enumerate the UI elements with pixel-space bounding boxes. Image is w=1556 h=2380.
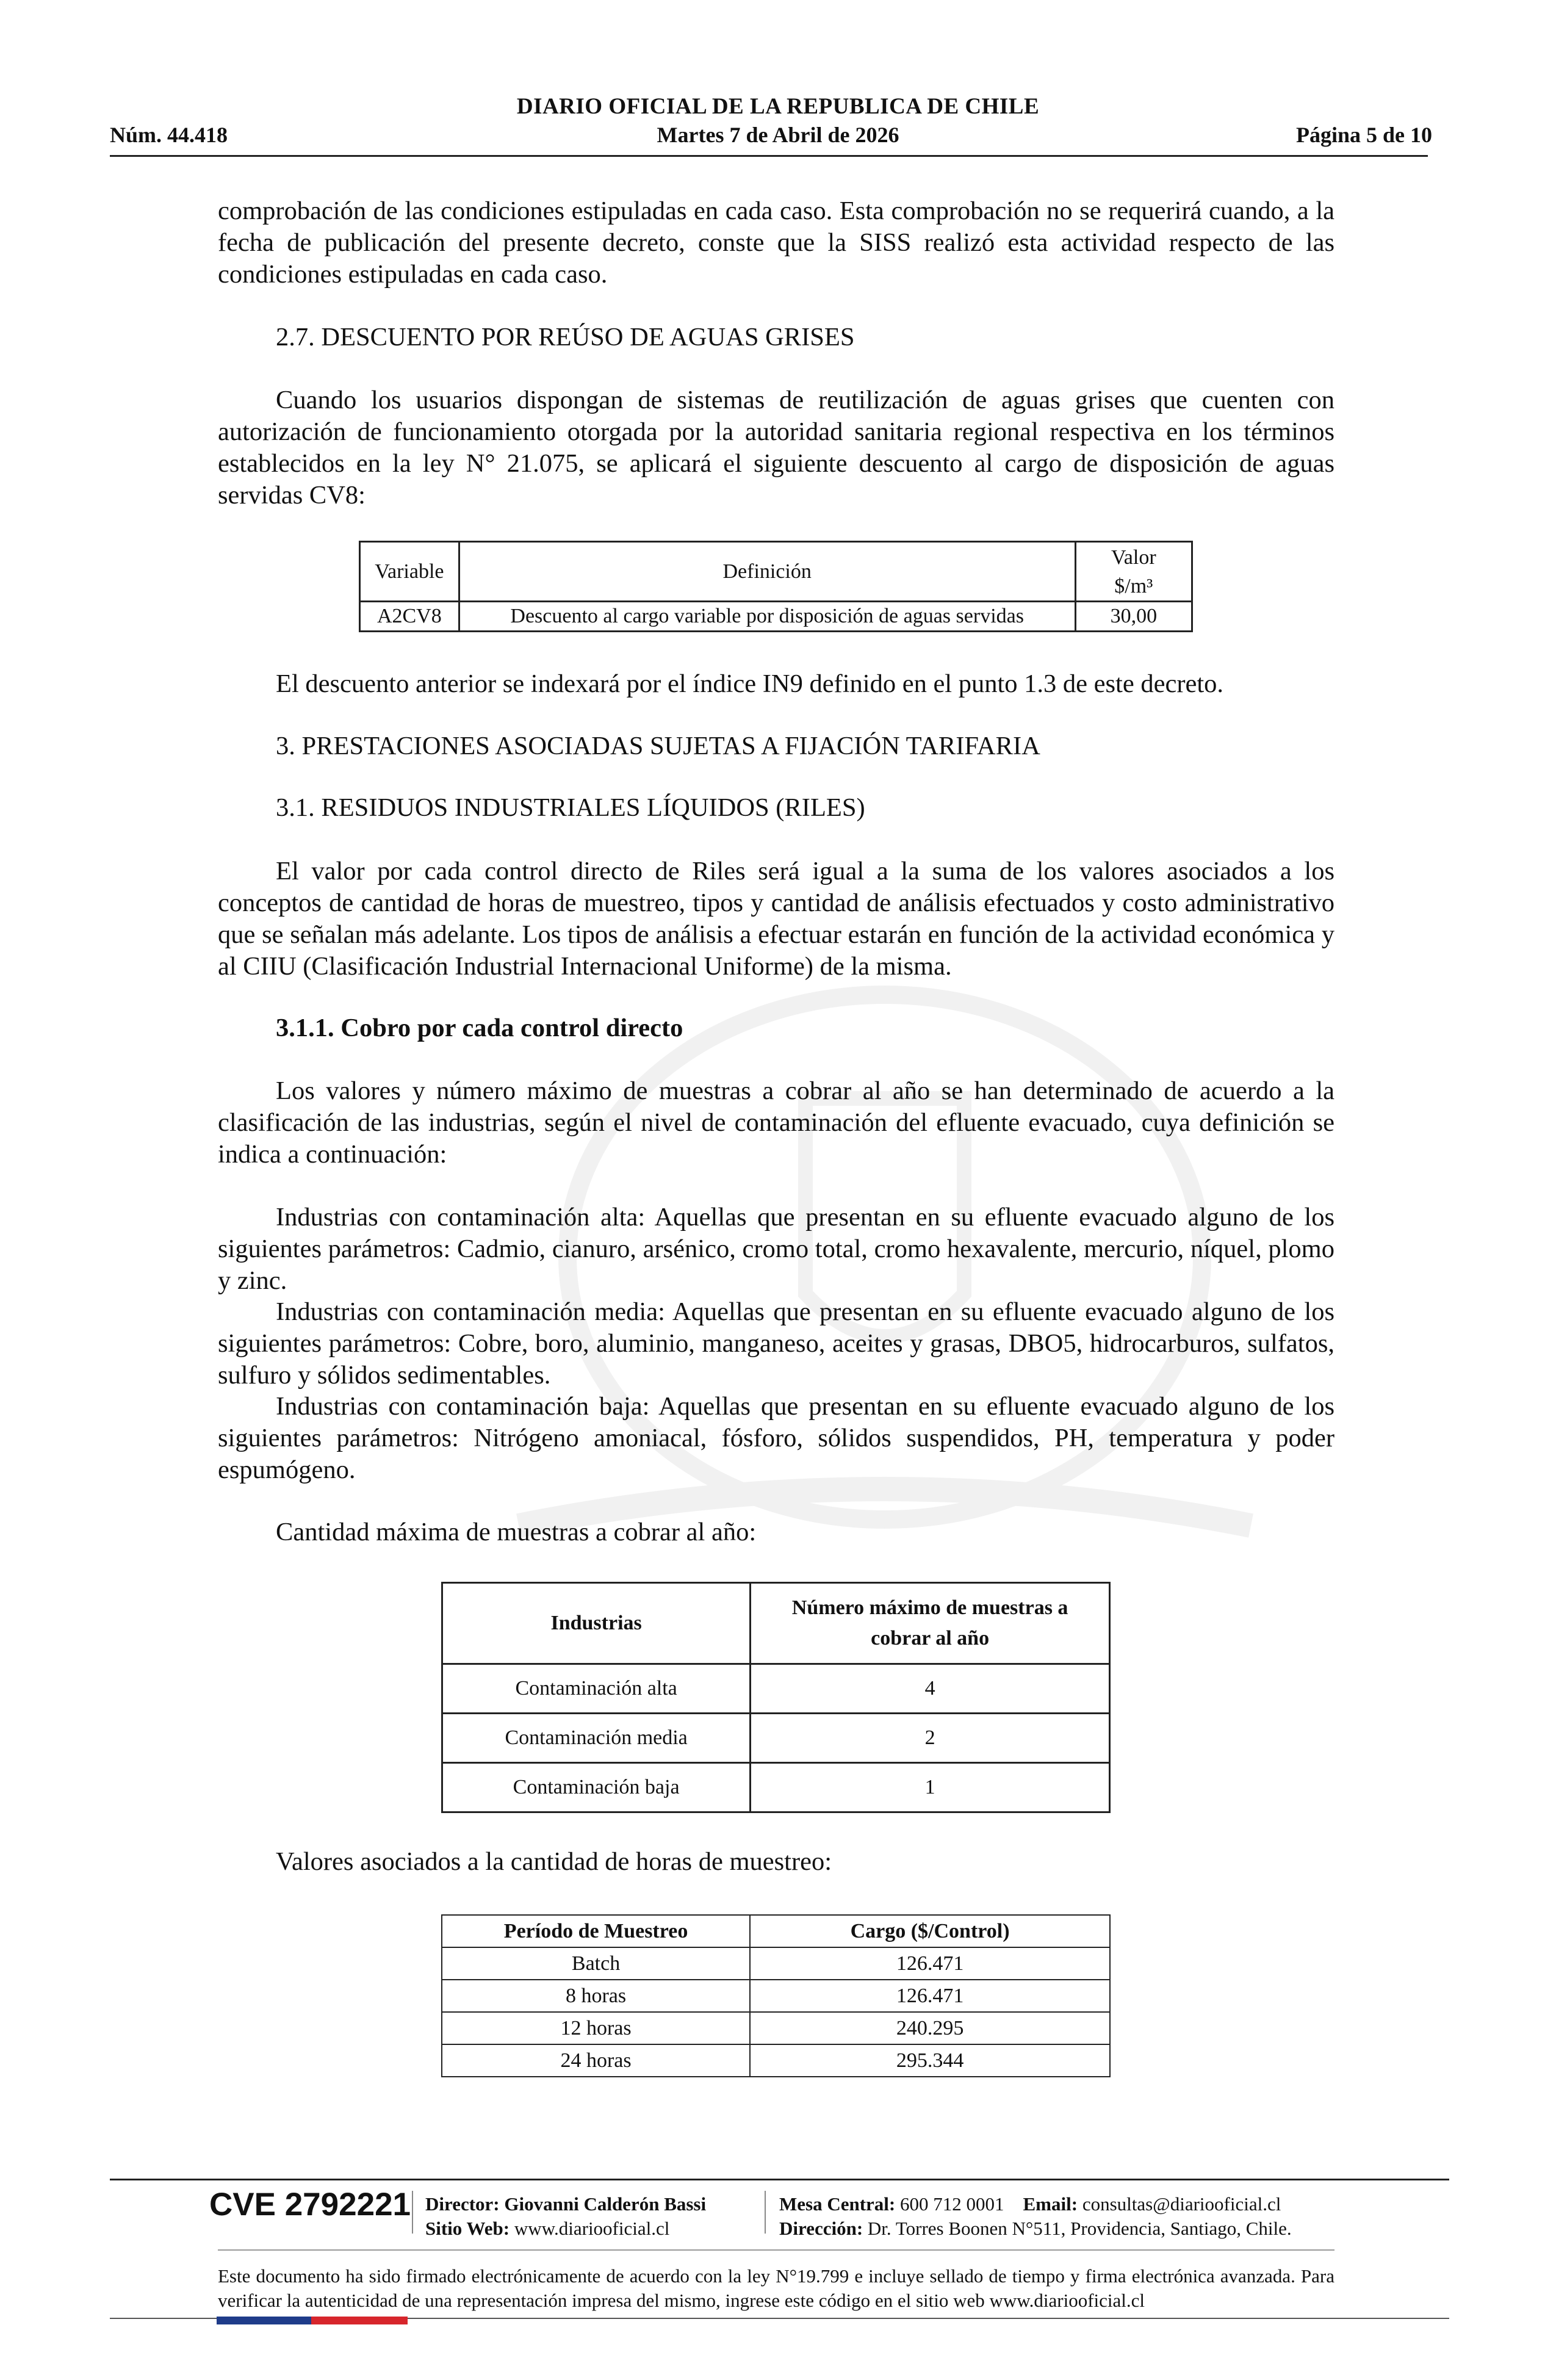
cell-period: 24 horas [442,2044,750,2077]
cell-industry: Contaminación alta [442,1664,751,1714]
discount-table [359,541,1193,632]
paragraph-riles: El valor por cada control directo de Riles será igual a la suma de los valores asociados a los conceptos de cantidad de horas de muestreo, tipos y cantidad de análisis efectuados y costo administrativo que se señalan más adelante. Los tipos de análisis a efectuar estarán en función de la actividad económica y al CIIU (Clasificación Industrial Internacional Uniforme) de la misma. [218,857,1334,981]
paragraph-medium-contamination: Industrias con contaminación media: Aquellas que presentan en su efluente evacuado alguno de los siguientes parámetros: Cobre, boro, aluminio, manganeso, aceites y grasas, DBO5, hidrocarburos, sulfatos, sulfuro y sólidos sedimentables. [218,1297,1334,1390]
header-divider [110,155,1428,157]
publication-title: DIARIO OFICIAL DE LA REPUBLICA DE CHILE [516,94,1040,119]
cell-max: 1 [751,1763,1110,1812]
max-samples-table [441,1582,1111,1813]
section-heading-3-1: 3.1. RESIDUOS INDUSTRIALES LÍQUIDOS (RILES) [276,793,865,822]
paragraph-indexation: El descuento anterior se indexará por el índice IN9 definido en el punto 1.3 de este decreto. [276,669,1224,698]
paragraph-high-contamination: Industrias con contaminación alta: Aquellas que presentan en su efluente evacuado alguno de los siguientes parámetros: Cadmio, cianuro, arsénico, cromo total, cromo hexavalente, mercurio, níquel, plomo y zinc. [218,1203,1334,1295]
footer-contact-block: Mesa Central: 600 712 0001 Email: consultas@diariooficial.cl Dirección: Dr. Torres Boonen N°511, Providencia, Santiago, Chile. [779,2193,1292,2239]
paragraph-samples-intro: Los valores y número máximo de muestras a cobrar al año se han determinado de acuerdo a la clasificación de las industrias, según el nivel de contaminación del efluente evacuado, cuya definición se indica a continuación: [218,1076,1334,1169]
cell-period: 8 horas [442,1980,750,2012]
table-row [360,602,1192,632]
col-header-industries: Industrias [442,1583,751,1664]
brand-bar-blue [217,2317,311,2324]
table-row [442,1763,1110,1812]
table-row [442,1947,1110,1980]
cell-charge: 295.344 [750,2044,1110,2077]
cell-charge: 126.471 [750,1980,1110,2012]
footer-separator [765,2191,766,2234]
address: Dr. Torres Boonen N°511, Providencia, Santiago, Chile. [867,2218,1292,2239]
email-link[interactable]: consultas@diariooficial.cl [1082,2193,1281,2215]
col-header-value: Valor $/m³ [1075,542,1192,602]
page-number: Página 5 de 10 [1295,123,1432,147]
cell-max: 2 [751,1714,1110,1763]
section-heading-2-7: 2.7. DESCUENTO POR REÚSO DE AGUAS GRISES [276,323,855,352]
footer-divider [110,2179,1449,2180]
issue-number: Núm. 44.418 [110,123,228,147]
cell-industry: Contaminación baja [442,1763,751,1812]
paragraph-max-samples: Cantidad máxima de muestras a cobrar al año: [276,1518,757,1546]
footer-inner-divider [218,2249,1334,2251]
table-row [442,2044,1110,2077]
table-row [442,1664,1110,1714]
publication-date: Martes 7 de Abril de 2026 [657,123,899,147]
sampling-hours-table [441,1914,1111,2077]
cve-code: CVE 2792221 [209,2187,411,2223]
table-row [442,1980,1110,2012]
site-link[interactable]: www.diariooficial.cl [514,2218,670,2239]
legal-notice: Este documento ha sido firmado electrónicamente de acuerdo con la ley N°19.799 e incluye sellado de tiempo y firma electrónica avanzada. Para verificar la autenticidad de una representación impresa del mismo, ingrese este código en el sitio web www.diariooficial.cl [218,2265,1334,2311]
paragraph-low-contamination: Industrias con contaminación baja: Aquellas que presentan en su efluente evacuado alguno de los siguientes parámetros: Nitrógeno amoniacal, fósforo, sólidos suspendidos, PH, temperatura y poder espumógeno. [218,1392,1334,1484]
col-header-variable: Variable [360,542,459,602]
cell-period: Batch [442,1947,750,1980]
table-row [442,2012,1110,2044]
director-name: Giovanni Calderón Bassi [504,2193,707,2215]
cell-charge: 126.471 [750,1947,1110,1980]
paragraph-greywater: Cuando los usuarios dispongan de sistemas de reutilización de aguas grises que cuenten con autorización de funcionamiento otorgada por la autoridad sanitaria regional respectiva en los términos establecidos en la ley N° 21.075, se aplicará el siguiente descuento al cargo de disposición de aguas servidas CV8: [218,386,1334,510]
section-heading-3-1-1: 3.1.1. Cobro por cada control directo [276,1014,683,1042]
col-header-max-samples: Número máximo de muestras a cobrar al año [751,1583,1110,1664]
col-header-charge: Cargo ($/Control) [750,1915,1110,1947]
paragraph-sampling-hours: Valores asociados a la cantidad de horas de muestreo: [276,1847,832,1876]
brand-bar-red [311,2317,408,2324]
phone: 600 712 0001 [900,2193,1004,2215]
footer-separator [412,2191,413,2234]
col-header-definition: Definición [459,542,1075,602]
cell-variable: A2CV8 [360,602,459,632]
cell-period: 12 horas [442,2012,750,2044]
cell-max: 4 [751,1664,1110,1714]
cell-definition: Descuento al cargo variable por disposición de aguas servidas [459,602,1075,632]
footer-director-block: Director: Giovanni Calderón Bassi Sitio Web: www.diariooficial.cl [425,2193,707,2239]
section-heading-3: 3. PRESTACIONES ASOCIADAS SUJETAS A FIJACIÓN TARIFARIA [276,732,1040,760]
cell-industry: Contaminación media [442,1714,751,1763]
table-row [442,1714,1110,1763]
cell-value: 30,00 [1075,602,1192,632]
cell-charge: 240.295 [750,2012,1110,2044]
col-header-period: Período de Muestreo [442,1915,750,1947]
paragraph-continuation: comprobación de las condiciones estipuladas en cada caso. Esta comprobación no se requerirá cuando, a la fecha de publicación del presente decreto, conste que la SISS realizó esta actividad respecto de las condiciones estipuladas en cada caso. [218,197,1334,289]
